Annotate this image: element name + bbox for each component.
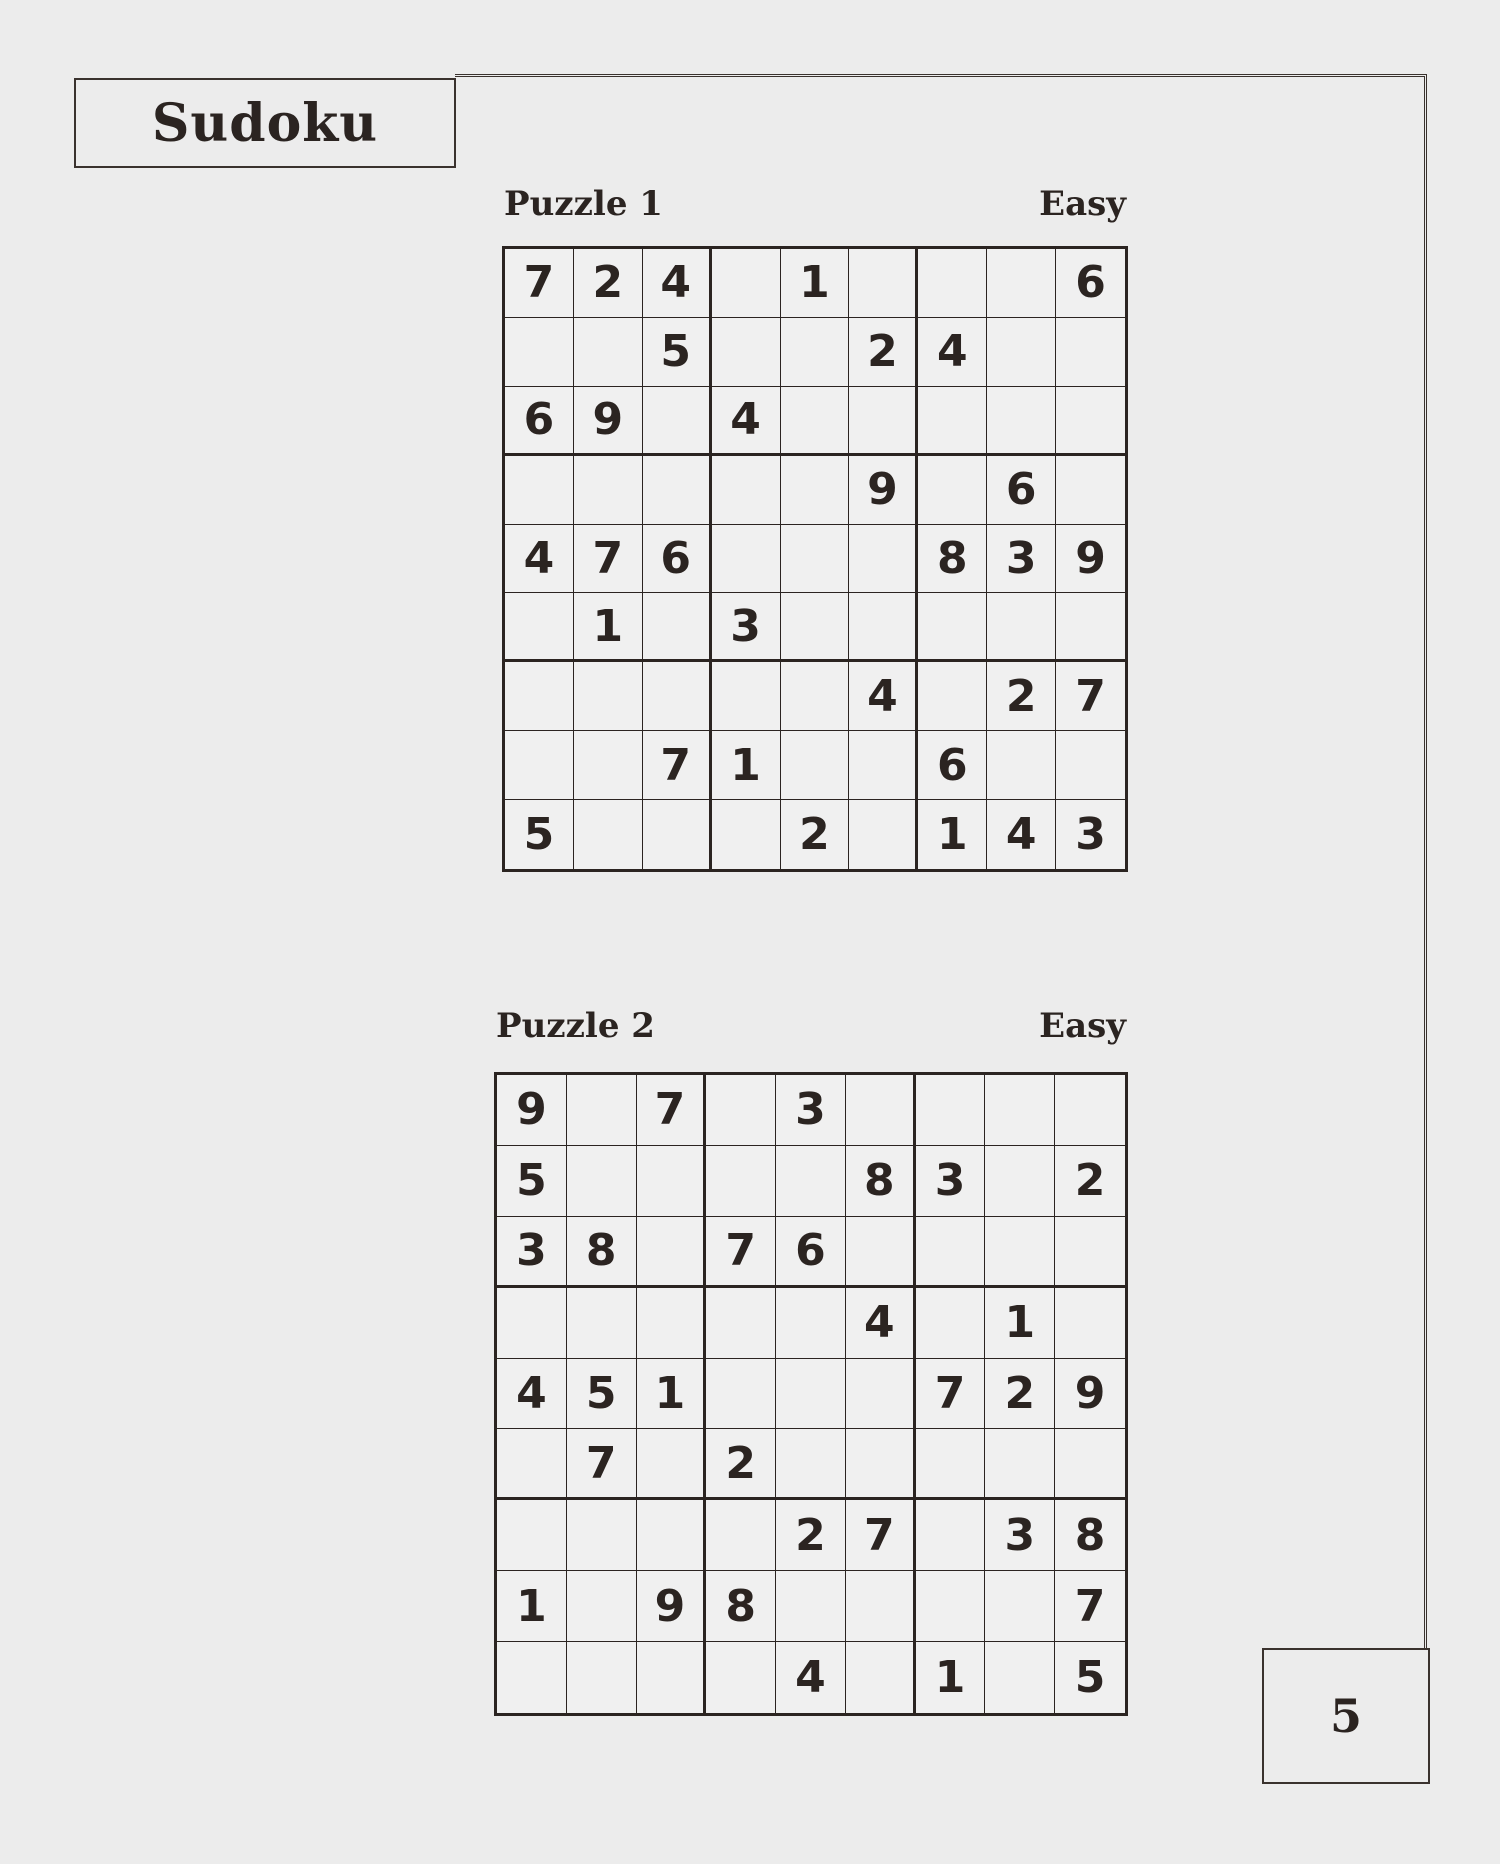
- sudoku-cell[interactable]: 8: [846, 1146, 916, 1217]
- sudoku-cell[interactable]: [985, 1075, 1055, 1146]
- sudoku-cell[interactable]: 2: [987, 662, 1056, 731]
- sudoku-cell[interactable]: [637, 1217, 707, 1288]
- sudoku-cell[interactable]: [567, 1571, 637, 1642]
- sudoku-cell[interactable]: 1: [985, 1288, 1055, 1359]
- sudoku-cell[interactable]: [637, 1146, 707, 1217]
- sudoku-cell[interactable]: [1055, 1217, 1125, 1288]
- sudoku-cell[interactable]: 7: [567, 1429, 637, 1500]
- sudoku-cell[interactable]: [712, 800, 781, 869]
- sudoku-cell[interactable]: 6: [643, 525, 712, 594]
- puzzle-2-header: [496, 1006, 1126, 1046]
- sudoku-cell[interactable]: [849, 525, 918, 594]
- sudoku-cell[interactable]: 7: [846, 1500, 916, 1571]
- sudoku-cell[interactable]: [712, 456, 781, 525]
- sudoku-cell[interactable]: 8: [918, 525, 987, 594]
- sudoku-cell[interactable]: [712, 662, 781, 731]
- sudoku-cell[interactable]: 3: [776, 1075, 846, 1146]
- sudoku-cell[interactable]: 8: [567, 1217, 637, 1288]
- sudoku-cell[interactable]: [781, 525, 850, 594]
- sudoku-cell[interactable]: [849, 731, 918, 800]
- sudoku-cell[interactable]: 4: [776, 1642, 846, 1713]
- sudoku-cell[interactable]: 6: [987, 456, 1056, 525]
- puzzle-2-label: Puzzle 2: [496, 1006, 655, 1046]
- sudoku-cell[interactable]: [776, 1288, 846, 1359]
- sudoku-cell[interactable]: 9: [1056, 525, 1125, 594]
- sudoku-cell[interactable]: [916, 1217, 986, 1288]
- page-title: Sudoku: [74, 78, 456, 168]
- sudoku-cell[interactable]: 5: [643, 318, 712, 387]
- sudoku-cell[interactable]: [781, 456, 850, 525]
- sudoku-cell[interactable]: [987, 249, 1056, 318]
- sudoku-cell[interactable]: 1: [712, 731, 781, 800]
- sudoku-cell[interactable]: [712, 525, 781, 594]
- sudoku-cell[interactable]: 3: [1075, 809, 1106, 861]
- sudoku-cell[interactable]: [637, 1500, 707, 1571]
- sudoku-cell[interactable]: [781, 593, 850, 662]
- sudoku-cell[interactable]: [918, 593, 987, 662]
- sudoku-cell[interactable]: [776, 1359, 846, 1430]
- sudoku-cell[interactable]: [643, 456, 712, 525]
- sudoku-cell[interactable]: 5: [497, 1146, 567, 1217]
- sudoku-cell[interactable]: [916, 1429, 986, 1500]
- sudoku-cell[interactable]: [846, 1217, 916, 1288]
- sudoku-cell[interactable]: [985, 1571, 1055, 1642]
- sudoku-cell[interactable]: [1056, 593, 1125, 662]
- sudoku-cell[interactable]: [916, 1500, 986, 1571]
- sudoku-cell[interactable]: 9: [1055, 1359, 1125, 1430]
- sudoku-cell[interactable]: [574, 662, 643, 731]
- sudoku-cell[interactable]: 2: [776, 1500, 846, 1571]
- sudoku-cell[interactable]: 3: [712, 593, 781, 662]
- sudoku-cell[interactable]: 3: [987, 525, 1056, 594]
- sudoku-cell[interactable]: [781, 662, 850, 731]
- sudoku-cell[interactable]: [1055, 1288, 1125, 1359]
- sudoku-cell[interactable]: 1: [781, 249, 850, 318]
- sudoku-cell[interactable]: [985, 1217, 1055, 1288]
- sudoku-cell[interactable]: [846, 1075, 916, 1146]
- sudoku-cell[interactable]: [1056, 731, 1125, 800]
- sudoku-cell[interactable]: 1: [574, 593, 643, 662]
- sudoku-cell[interactable]: 8: [706, 1571, 776, 1642]
- sudoku-cell[interactable]: [505, 456, 574, 525]
- sudoku-cell[interactable]: [985, 1146, 1055, 1217]
- sudoku-cell[interactable]: 1: [916, 1642, 986, 1713]
- sudoku-cell[interactable]: [497, 1288, 567, 1359]
- sudoku-cell[interactable]: [497, 1642, 567, 1713]
- sudoku-cell[interactable]: [643, 662, 712, 731]
- sudoku-cell[interactable]: [781, 387, 850, 456]
- sudoku-cell[interactable]: [574, 800, 643, 869]
- sudoku-cell[interactable]: 2: [985, 1359, 1055, 1430]
- puzzle-1-header: [504, 184, 1126, 224]
- sudoku-cell[interactable]: [846, 1429, 916, 1500]
- sudoku-cell[interactable]: 1: [918, 800, 987, 869]
- sudoku-cell[interactable]: [637, 1642, 707, 1713]
- page-number: 5: [1262, 1648, 1430, 1784]
- sudoku-cell[interactable]: 5: [1074, 1652, 1106, 1704]
- sudoku-cell[interactable]: [712, 249, 781, 318]
- sudoku-cell[interactable]: [849, 800, 918, 869]
- sudoku-cell[interactable]: [643, 387, 712, 456]
- sudoku-cell[interactable]: 7: [574, 525, 643, 594]
- sudoku-cell[interactable]: 4: [712, 387, 781, 456]
- sudoku-cell[interactable]: [1056, 456, 1125, 525]
- sudoku-cell[interactable]: [574, 731, 643, 800]
- sudoku-cell[interactable]: [987, 731, 1056, 800]
- sudoku-cell[interactable]: [985, 1642, 1055, 1713]
- sudoku-cell[interactable]: [1056, 387, 1125, 456]
- sudoku-cell[interactable]: 3: [985, 1500, 1055, 1571]
- sudoku-cell[interactable]: 4: [849, 662, 918, 731]
- sudoku-cell[interactable]: [849, 387, 918, 456]
- sudoku-cell[interactable]: [567, 1642, 637, 1713]
- sudoku-cell[interactable]: 6: [776, 1217, 846, 1288]
- sudoku-cell[interactable]: [706, 1642, 776, 1713]
- sudoku-cell[interactable]: [567, 1075, 637, 1146]
- sudoku-cell[interactable]: 6: [918, 731, 987, 800]
- sudoku-cell[interactable]: [916, 1571, 986, 1642]
- sudoku-cell[interactable]: 7: [1055, 1571, 1125, 1642]
- sudoku-cell[interactable]: [574, 456, 643, 525]
- puzzle-1-label: Puzzle 1: [504, 184, 663, 224]
- sudoku-cell[interactable]: 7: [643, 731, 712, 800]
- sudoku-cell[interactable]: [846, 1642, 916, 1713]
- sudoku-cell[interactable]: 4: [918, 318, 987, 387]
- sudoku-cell[interactable]: 2: [781, 800, 850, 869]
- sudoku-cell[interactable]: [1055, 1429, 1125, 1500]
- puzzle-1-difficulty: Easy: [1039, 184, 1126, 224]
- sudoku-cell[interactable]: 4: [846, 1288, 916, 1359]
- sudoku-cell[interactable]: [918, 456, 987, 525]
- sudoku-cell[interactable]: [574, 318, 643, 387]
- sudoku-cell[interactable]: [637, 1288, 707, 1359]
- sudoku-cell[interactable]: 7: [706, 1217, 776, 1288]
- sudoku-cell[interactable]: [781, 731, 850, 800]
- sudoku-cell[interactable]: [706, 1359, 776, 1430]
- sudoku-cell[interactable]: 1: [637, 1359, 707, 1430]
- sudoku-cell[interactable]: [706, 1500, 776, 1571]
- sudoku-cell[interactable]: [781, 318, 850, 387]
- sudoku-cell[interactable]: 3: [497, 1217, 567, 1288]
- sudoku-cell[interactable]: [918, 662, 987, 731]
- puzzle-2-difficulty: Easy: [1039, 1006, 1126, 1046]
- sudoku-cell[interactable]: [985, 1429, 1055, 1500]
- sudoku-cell[interactable]: [706, 1288, 776, 1359]
- sudoku-cell[interactable]: 4: [505, 525, 574, 594]
- sudoku-cell[interactable]: [846, 1571, 916, 1642]
- sudoku-cell[interactable]: [1055, 1075, 1125, 1146]
- sudoku-cell[interactable]: 9: [574, 387, 643, 456]
- sudoku-cell[interactable]: [849, 593, 918, 662]
- sudoku-cell[interactable]: [497, 1429, 567, 1500]
- sudoku-cell[interactable]: [505, 593, 574, 662]
- sudoku-cell[interactable]: [849, 249, 918, 318]
- sudoku-cell[interactable]: [776, 1146, 846, 1217]
- sudoku-cell[interactable]: [505, 662, 574, 731]
- sudoku-cell[interactable]: 9: [497, 1075, 567, 1146]
- puzzle-1-grid: [502, 246, 1128, 872]
- sudoku-cell[interactable]: [643, 800, 712, 869]
- sudoku-cell[interactable]: [987, 318, 1056, 387]
- puzzle-2-grid: [494, 1072, 1128, 1716]
- sudoku-cell[interactable]: 6: [505, 387, 574, 456]
- sudoku-cell[interactable]: [987, 387, 1056, 456]
- sudoku-cell[interactable]: 2: [574, 249, 643, 318]
- sudoku-cell[interactable]: [505, 731, 574, 800]
- sudoku-cell[interactable]: [567, 1500, 637, 1571]
- sudoku-cell[interactable]: [1056, 318, 1125, 387]
- sudoku-cell[interactable]: 4: [497, 1359, 567, 1430]
- sudoku-cell[interactable]: 3: [916, 1146, 986, 1217]
- sudoku-cell[interactable]: [706, 1146, 776, 1217]
- sudoku-cell[interactable]: 8: [1055, 1500, 1125, 1571]
- sudoku-cell[interactable]: [637, 1429, 707, 1500]
- sudoku-cell[interactable]: [918, 249, 987, 318]
- sudoku-cell[interactable]: [916, 1288, 986, 1359]
- sudoku-cell[interactable]: 7: [916, 1359, 986, 1430]
- sudoku-cell[interactable]: 2: [706, 1429, 776, 1500]
- sudoku-cell[interactable]: 5: [505, 800, 574, 869]
- sudoku-cell[interactable]: [706, 1075, 776, 1146]
- sudoku-cell[interactable]: 4: [643, 249, 712, 318]
- sudoku-cell[interactable]: [497, 1500, 567, 1571]
- sudoku-cell[interactable]: [643, 593, 712, 662]
- sudoku-cell[interactable]: 1: [497, 1571, 567, 1642]
- sudoku-cell[interactable]: [918, 387, 987, 456]
- sudoku-cell[interactable]: 7: [505, 249, 574, 318]
- sudoku-cell[interactable]: [567, 1146, 637, 1217]
- sudoku-cell[interactable]: 7: [637, 1075, 707, 1146]
- sudoku-cell[interactable]: 4: [987, 800, 1056, 869]
- sudoku-cell[interactable]: 5: [567, 1359, 637, 1430]
- sudoku-cell[interactable]: 2: [1055, 1146, 1125, 1217]
- sudoku-cell[interactable]: [712, 318, 781, 387]
- sudoku-cell[interactable]: [776, 1429, 846, 1500]
- sudoku-cell[interactable]: [567, 1288, 637, 1359]
- sudoku-cell[interactable]: 6: [1056, 249, 1125, 318]
- sudoku-cell[interactable]: 7: [1056, 662, 1125, 731]
- sudoku-cell[interactable]: [916, 1075, 986, 1146]
- sudoku-cell[interactable]: 9: [849, 456, 918, 525]
- sudoku-cell[interactable]: [987, 593, 1056, 662]
- sudoku-cell[interactable]: [846, 1359, 916, 1430]
- sudoku-cell[interactable]: 2: [849, 318, 918, 387]
- sudoku-cell[interactable]: 9: [637, 1571, 707, 1642]
- sudoku-cell[interactable]: [776, 1571, 846, 1642]
- sudoku-cell[interactable]: [505, 318, 574, 387]
